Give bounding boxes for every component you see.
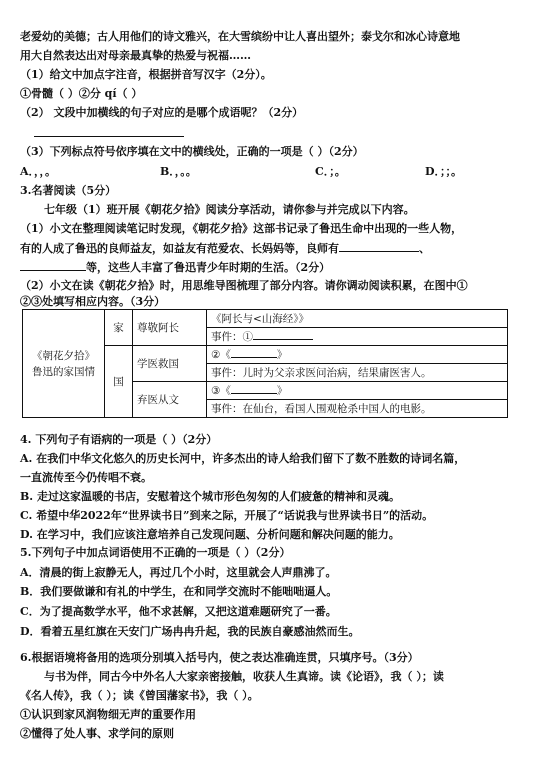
row2-event: 事件：儿时为父亲求医问治病，结果庸医害人。 (207, 364, 508, 382)
q3-sub2-line2: ②③处填写相应内容。（3分） (20, 295, 166, 308)
row2-blank (231, 347, 277, 358)
section-respect-ah-chang: 尊敬阿长 (133, 310, 207, 346)
q3-sub1-line2-text: 有的人成了鲁迅的良师益友，如益友有范爱农、长妈妈等，良师有 (20, 242, 339, 255)
q1-option-a: A．，，。 (20, 165, 57, 178)
row1-event-label: 事件：① (211, 331, 253, 343)
mind-map-table (22, 309, 508, 418)
category-country: 国 (105, 346, 133, 418)
q1-sub2: （2） 文段中加横线的句子对应的是哪个成语呢？（2分） (20, 106, 304, 119)
q6-stem: 6.根据语境将备用的选项分别填入括号内，使之表达准确连贯，只填序号。（3分） (20, 651, 419, 664)
mind-map-title-line2: 鲁迅的家国情 (32, 365, 95, 378)
q3-blank-1 (339, 241, 419, 252)
row3-title-open: ③《 (211, 385, 231, 397)
intro-line-1: 老爱幼的美德；古人用他们的诗文雅兴，在大雪缤纷中让人喜出望外；泰戈尔和冰心诗意地 (20, 30, 460, 43)
q5-stem: 5.下列句子中加点词语使用不正确的一项是（ ）（2分） (20, 546, 291, 559)
q1-sub3: （3）下列标点符号依序填在文中的横线处，正确的一项是（ ）（2分） (20, 145, 364, 158)
intro-line-2: 用大自然表达出对母亲最真挚的热爱与祝福…… (20, 49, 251, 62)
section-medicine: 学医救国 (133, 346, 207, 382)
q4-option-b: B. 走过这家温暖的书店，安慰着这个城市形色匆匆的人们疲惫的精神和灵魂。 (20, 490, 400, 503)
q1-option-c: C．；。 (315, 165, 346, 178)
row1-blank (253, 329, 313, 340)
row2-title (207, 346, 508, 364)
q4-option-d: D. 在学习中，我们应该注意培养自己发现问题、分析问题和解决问题的能力。 (20, 528, 400, 541)
q3-sub2-line1: （2）小文在读《朝花夕拾》时，用思维导图梳理了部分内容。请你调动阅读积累，在图中① (20, 279, 468, 292)
q6-line2: 《名人传》，我（ ）；读《曾国藩家书》，我（ ）。 (20, 689, 259, 702)
q5-option-b: B．我们要做谦和有礼的中学生，在和同学交流时不能咄咄逼人。 (20, 585, 338, 598)
q1-sub1: （1）给文中加点字注音，根据拼音写汉字（2分）。 (20, 68, 272, 81)
row3-title-close: 》 (276, 385, 288, 397)
q3-sub1-line1: （1）小文在整理阅读笔记时发现，《朝花夕拾》这部书记录了鲁迅生命中出现的一些人物， (20, 222, 463, 235)
row2-title-open: ②《 (211, 349, 231, 361)
row3-event: 事件：在仙台，看国人围观枪杀中国人的电影。 (207, 400, 508, 418)
q3-sub1-line2 (20, 241, 430, 256)
q3-sub1-line2-sep: 、 (419, 242, 430, 255)
q5-option-c: C．为了提高数学水平，他不求甚解，又把这道难题研究了一番。 (20, 605, 337, 618)
q6-option-1: ①认识到家风润物细无声的重要作用 (20, 708, 196, 721)
q1-option-d: D．；；。 (425, 165, 463, 178)
q3-heading: 3.名著阅读（5分） (20, 184, 117, 197)
row3-title (207, 382, 508, 400)
row1-event (207, 328, 508, 346)
q3-intro: 七年级（1）班开展《朝花夕拾》阅读分享活动，请你参与并完成以下内容。 (44, 203, 415, 216)
row2-title-close: 》 (276, 349, 288, 361)
q5-option-d: D．看着五星红旗在天安门广场冉冉升起，我的民族自豪感油然而生。 (20, 625, 360, 638)
q3-blank-2 (20, 260, 86, 271)
section-literature: 弃医从文 (133, 382, 207, 418)
category-home: 家 (105, 310, 133, 346)
mind-map-title (23, 310, 105, 418)
q4-option-a-line1: A. 在我们中华文化悠久的历史长河中，许多杰出的诗人给我们留下了数不胜数的诗词名篇， (20, 452, 466, 465)
q4-option-a-line2: 一直流传至今仍传唱不衰。 (20, 471, 152, 484)
q4-stem: 4. 下列句子有语病的一项是（ ）（2分） (20, 433, 218, 446)
q1-option-b: B．，。。 (160, 165, 197, 178)
mind-map-title-line1: 《朝花夕拾》 (32, 349, 95, 362)
row3-blank (231, 383, 277, 394)
q1-sub2-answer-line (34, 136, 184, 137)
q4-option-c: C. 希望中华2022年“世界读书日”到来之际，开展了“话说我与世界读书日”的活动。 (20, 509, 434, 522)
row1-title: 《阿长与<山海经》》 (207, 310, 508, 328)
q1-sub1-items: ①骨髓（ ）②分 qí（ ） (20, 87, 143, 100)
q3-sub1-line3-text: 等，这些人丰富了鲁迅青少年时期的生活。（2分） (86, 261, 331, 274)
q5-option-a: A．清晨的街上寂静无人，再过几个小时，这里就会人声鼎沸了。 (20, 566, 337, 579)
q6-option-2: ②懂得了处人事、求学问的原则 (20, 727, 174, 740)
q6-line1: 与书为伴，同古今中外名人大家亲密接触，收获人生真谛。读《论语》，我（ ）；读 (44, 670, 444, 683)
q3-sub1-line3 (20, 260, 330, 275)
